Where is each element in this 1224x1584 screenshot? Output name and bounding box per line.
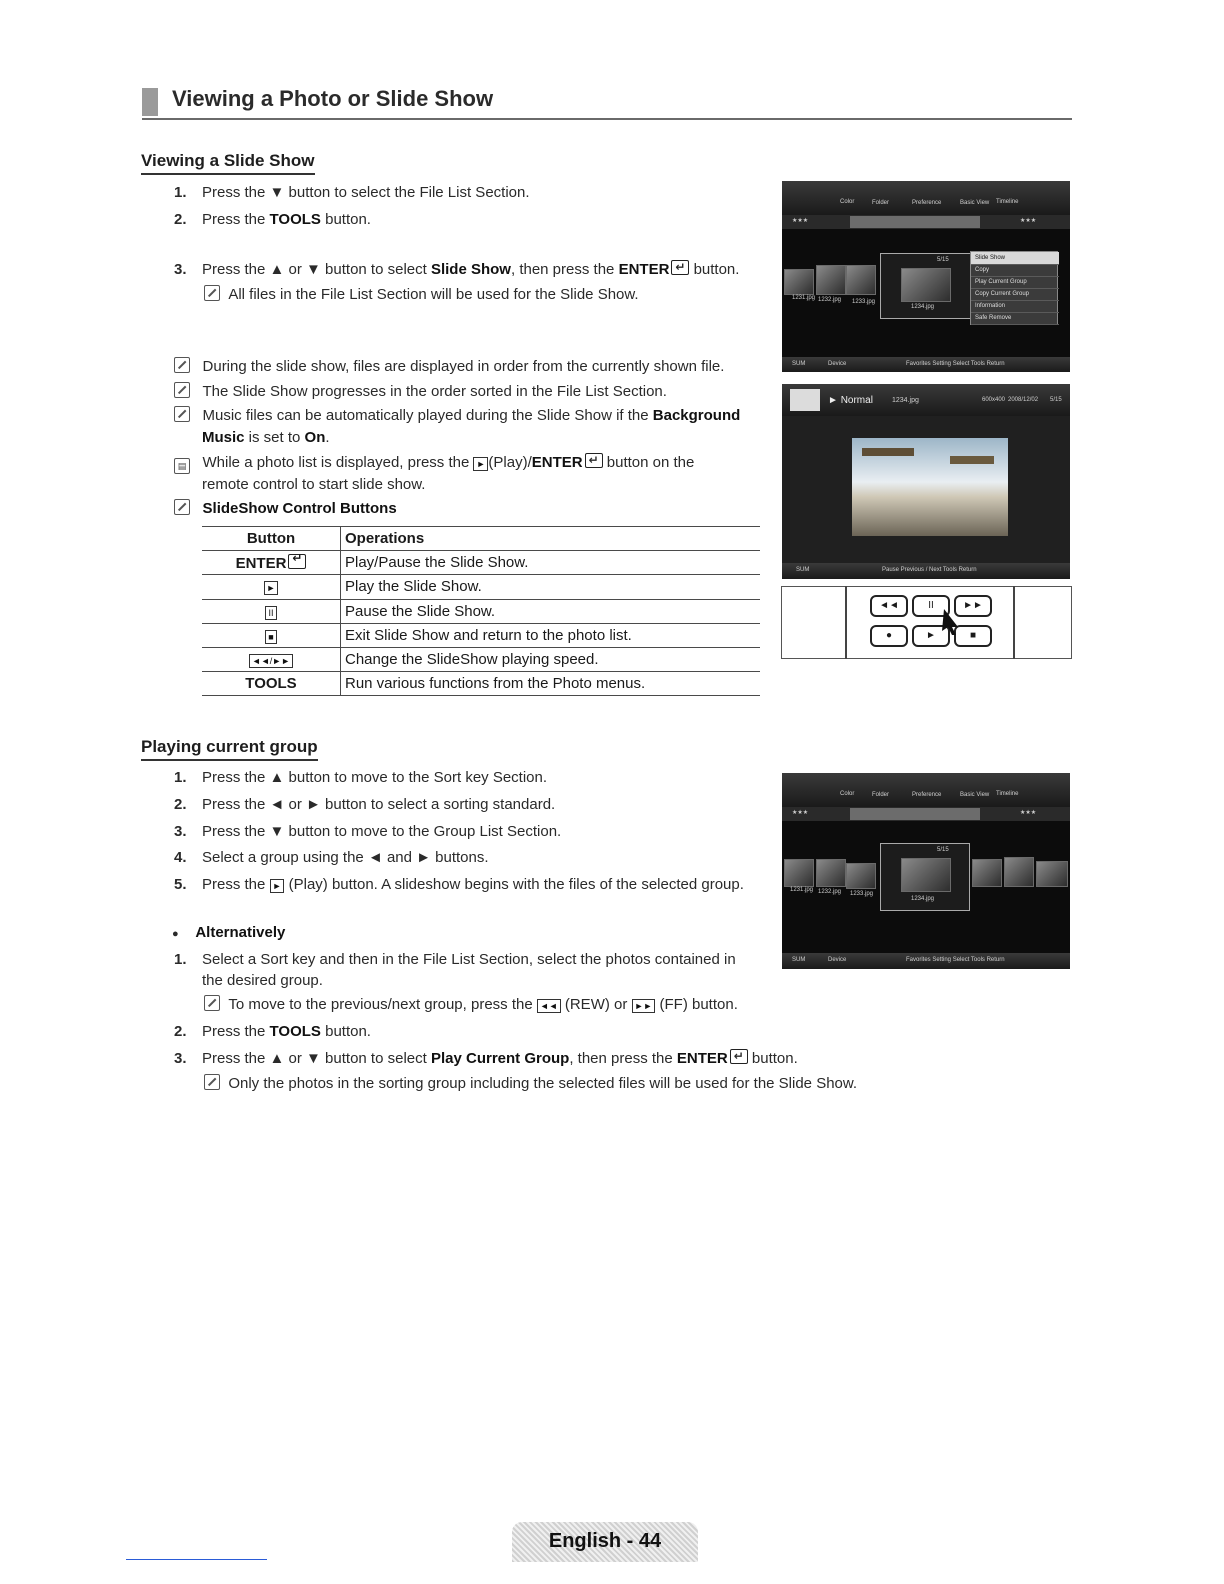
group-bar (782, 215, 1070, 229)
focused-thumbnail (901, 268, 951, 302)
bottom-label: SUM (792, 361, 806, 367)
menu-item-information[interactable]: Information (971, 300, 1059, 313)
photo-thumbnail (1004, 857, 1034, 887)
table-cell-button (202, 599, 341, 623)
hut-roof (950, 456, 994, 464)
file-label: 1233.jpg (850, 891, 874, 897)
menu-item-play-group[interactable]: Play Current Group (971, 276, 1059, 289)
remote-keys-diagram (781, 586, 1072, 659)
pointer-arrow-icon (938, 605, 968, 635)
file-counter: 5/15 (937, 257, 949, 263)
play-mode: ► Normal (828, 395, 873, 406)
viewer-res: 600x400 (982, 397, 1006, 403)
step-number: 2. (174, 211, 187, 228)
screen-tab: Timeline (996, 791, 1019, 797)
note-icon (174, 382, 190, 398)
step-text: Press the ▲ or ▼ button to select Slide Show, then press the ENTER↵ button. (202, 260, 739, 280)
table-cell-operation: Play the Slide Show. (341, 575, 761, 599)
screen-tab: Preference (912, 200, 942, 206)
slideshow-photo (852, 438, 1008, 536)
bottom-label: Device (828, 361, 847, 367)
stop-key-icon: ■ (954, 625, 992, 647)
bottom-hints: Pause Previous / Next Tools Return (882, 567, 977, 573)
focused-thumbnail (901, 858, 951, 892)
photo-thumbnail (816, 265, 846, 295)
control-heading: SlideShow Control Buttons (174, 499, 397, 519)
step-text-cont: the desired group. (202, 972, 323, 989)
note-icon (174, 357, 190, 373)
section-heading-playing-group: Playing current group (141, 737, 318, 761)
focused-file-label: 1234.jpg (911, 896, 935, 902)
step-number: 3. (174, 1050, 187, 1067)
note-icon (174, 499, 190, 515)
bullet-icon: ● (172, 928, 179, 940)
note-line: During the slide show, files are displayed in order from the currently shown file. (174, 357, 724, 377)
file-label: 1231.jpg (790, 887, 814, 893)
remote-control-icon: ▤ (174, 458, 190, 474)
file-label: 1232.jpg (818, 297, 842, 303)
page-title-bar (142, 86, 1072, 120)
file-label: 1232.jpg (818, 889, 842, 895)
page-title: Viewing a Photo or Slide Show (172, 86, 494, 111)
viewer-top-bar (782, 384, 1070, 416)
stars: ★★★ (792, 810, 809, 816)
step-number: 3. (174, 823, 187, 840)
play-key-icon: ► (912, 625, 950, 647)
table-row (202, 599, 760, 623)
bottom-hints: Favorites Setting Select Tools Return (906, 957, 1005, 963)
note-line-cont: Music is set to On. (202, 429, 330, 446)
viewer-bottom-bar (782, 563, 1070, 579)
enter-icon (288, 554, 306, 569)
table-row (202, 672, 760, 696)
pause-key-icon: II (912, 595, 950, 617)
play-key-icon: ► (473, 457, 488, 471)
rew-ff-key-icon: ◄◄/►► (249, 654, 293, 668)
bottom-hints: Favorites Setting Select Tools Return (906, 361, 1005, 367)
play-key-icon: ► (270, 879, 285, 893)
table-cell-operation: Exit Slide Show and return to the photo list. (341, 623, 761, 647)
table-header: Button (202, 527, 341, 551)
screen-tab: Basic View (960, 200, 990, 206)
screen-tab: Preference (912, 792, 942, 798)
screen-tab: Timeline (996, 199, 1019, 205)
photo-thumbnail (972, 859, 1002, 887)
step-text: Press the ► (Play) button. A slideshow begins with the files of the selected group. (202, 876, 744, 893)
note-icon (204, 1074, 220, 1090)
focused-file-label: 1234.jpg (911, 304, 935, 310)
table-row (202, 575, 760, 599)
photo-thumbnail (846, 863, 876, 889)
table-header-row (202, 527, 760, 551)
stop-key-icon: ■ (265, 630, 276, 644)
table-header: Operations (341, 527, 761, 551)
step-number: 3. (174, 261, 187, 278)
step-number: 2. (174, 796, 187, 813)
step-number: 2. (174, 1023, 187, 1040)
enter-icon (585, 453, 603, 468)
enter-icon (730, 1049, 748, 1064)
page-footer-tab (512, 1522, 698, 1562)
table-cell-operation: Pause the Slide Show. (341, 599, 761, 623)
menu-item-copy[interactable]: Copy (971, 264, 1059, 277)
photo-thumbnail (1036, 861, 1068, 887)
table-cell-operation: Change the SlideShow playing speed. (341, 647, 761, 671)
menu-item-slide-show[interactable]: Slide Show (971, 252, 1059, 265)
photo-mode-icon (790, 389, 820, 411)
screenshot-slideshow (782, 384, 1070, 579)
pause-key-icon: II (265, 606, 276, 620)
table-cell-button (202, 647, 341, 671)
note-line: Only the photos in the sorting group including the selected files will be used for the Slide Show. (204, 1074, 857, 1094)
menu-item-copy-group[interactable]: Copy Current Group (971, 288, 1059, 301)
table-cell-button: TOOLS (202, 672, 341, 696)
screen-tab: Folder (872, 792, 890, 798)
screenshot-group-browser (782, 773, 1070, 969)
group-highlight (850, 808, 980, 820)
step-text: Press the TOOLS button. (202, 211, 371, 228)
group-highlight (850, 216, 980, 228)
rew-key-icon: ◄◄ (537, 999, 561, 1013)
screen-bottom-bar (782, 357, 1070, 372)
file-label: 1233.jpg (852, 299, 876, 305)
stars: ★★★ (1020, 218, 1037, 224)
step-number: 5. (174, 876, 187, 893)
note-icon (174, 406, 190, 422)
note-line: To move to the previous/next group, press the ◄◄ (REW) or ►► (FF) button. (204, 995, 738, 1015)
step-text: Press the ▲ button to move to the Sort key Section. (202, 769, 548, 786)
focused-photo-frame (880, 843, 970, 911)
table-row (202, 647, 760, 671)
step-number: 4. (174, 849, 187, 866)
step-text: Press the ▲ or ▼ button to select Play Current Group, then press the ENTER↵ button. (202, 1049, 798, 1069)
screenshot-tools-menu (782, 181, 1070, 372)
stars: ★★★ (1020, 810, 1037, 816)
remote-note: ▤ While a photo list is displayed, press the ► (Play)/ENTER↵ button on the (174, 453, 694, 474)
screen-tab: Color (840, 199, 855, 205)
play-key-icon: ► (264, 581, 279, 595)
file-label: 1231.jpg (792, 295, 816, 301)
photo-thumbnail (784, 269, 814, 295)
file-counter: 5/15 (937, 847, 949, 853)
photo-thumbnail (784, 859, 814, 887)
remote-note-cont: remote control to start slide show. (202, 476, 426, 493)
step-number: 1. (174, 769, 187, 786)
record-key-icon: ● (870, 625, 908, 647)
rew-key-icon: ◄◄ (870, 595, 908, 617)
tools-menu[interactable] (970, 251, 1058, 325)
section-heading-slideshow: Viewing a Slide Show (141, 151, 315, 175)
table-cell-button: ENTER↵ (202, 551, 341, 575)
note-line: All files in the File List Section will be used for the Slide Show. (204, 285, 639, 305)
screen-tab: Folder (872, 200, 890, 206)
viewer-date: 2008/12/02 (1008, 397, 1039, 403)
step-text: Press the TOOLS button. (202, 1023, 371, 1040)
screen-top-bar (782, 773, 1070, 807)
hut-roof (862, 448, 914, 456)
bottom-label: SUM (796, 567, 810, 573)
ff-key-icon: ►► (954, 595, 992, 617)
photo-thumbnail (816, 859, 846, 887)
note-line: The Slide Show progresses in the order sorted in the File List Section. (174, 382, 667, 402)
alternatively-heading: ● Alternatively (172, 924, 286, 941)
note-icon (204, 995, 220, 1011)
step-text: Select a Sort key and then in the File List Section, select the photos contained in (202, 951, 736, 968)
note-icon (204, 285, 220, 301)
bottom-label: SUM (792, 957, 806, 963)
title-accent-bar (142, 88, 158, 116)
photo-thumbnail (846, 265, 876, 295)
group-bar (782, 807, 1070, 821)
note-line: Music files can be automatically played during the Slide Show if the Background (174, 406, 740, 426)
ff-key-icon: ►► (632, 999, 656, 1013)
table-cell-operation: Run various functions from the Photo menus. (341, 672, 761, 696)
page-number: English - 44 (548, 1530, 662, 1552)
table-row (202, 551, 760, 575)
bottom-label: Device (828, 957, 847, 963)
table-cell-button (202, 623, 341, 647)
screen-bottom-bar (782, 953, 1070, 969)
enter-icon (671, 260, 689, 275)
step-text: Press the ▼ button to move to the Group List Section. (202, 823, 562, 840)
table-row (202, 623, 760, 647)
step-text: Press the ▼ button to select the File List Section. (202, 184, 530, 201)
table-cell-button (202, 575, 341, 599)
viewer-counter: 5/15 (1050, 397, 1062, 403)
screen-tab: Color (840, 791, 855, 797)
step-number: 1. (174, 184, 187, 201)
viewer-file: 1234.jpg (892, 397, 919, 404)
menu-item-safe-remove[interactable]: Safe Remove (971, 312, 1059, 325)
screen-tab: Basic View (960, 792, 990, 798)
footer-rule (126, 1559, 267, 1560)
focused-photo-frame (880, 253, 972, 319)
step-number: 1. (174, 951, 187, 968)
screen-top-bar (782, 181, 1070, 215)
step-text: Press the ◄ or ► button to select a sorting standard. (202, 796, 556, 813)
control-buttons-table (202, 526, 760, 696)
stars: ★★★ (792, 218, 809, 224)
step-text: Select a group using the ◄ and ► buttons. (202, 849, 489, 866)
table-cell-operation: Play/Pause the Slide Show. (341, 551, 761, 575)
